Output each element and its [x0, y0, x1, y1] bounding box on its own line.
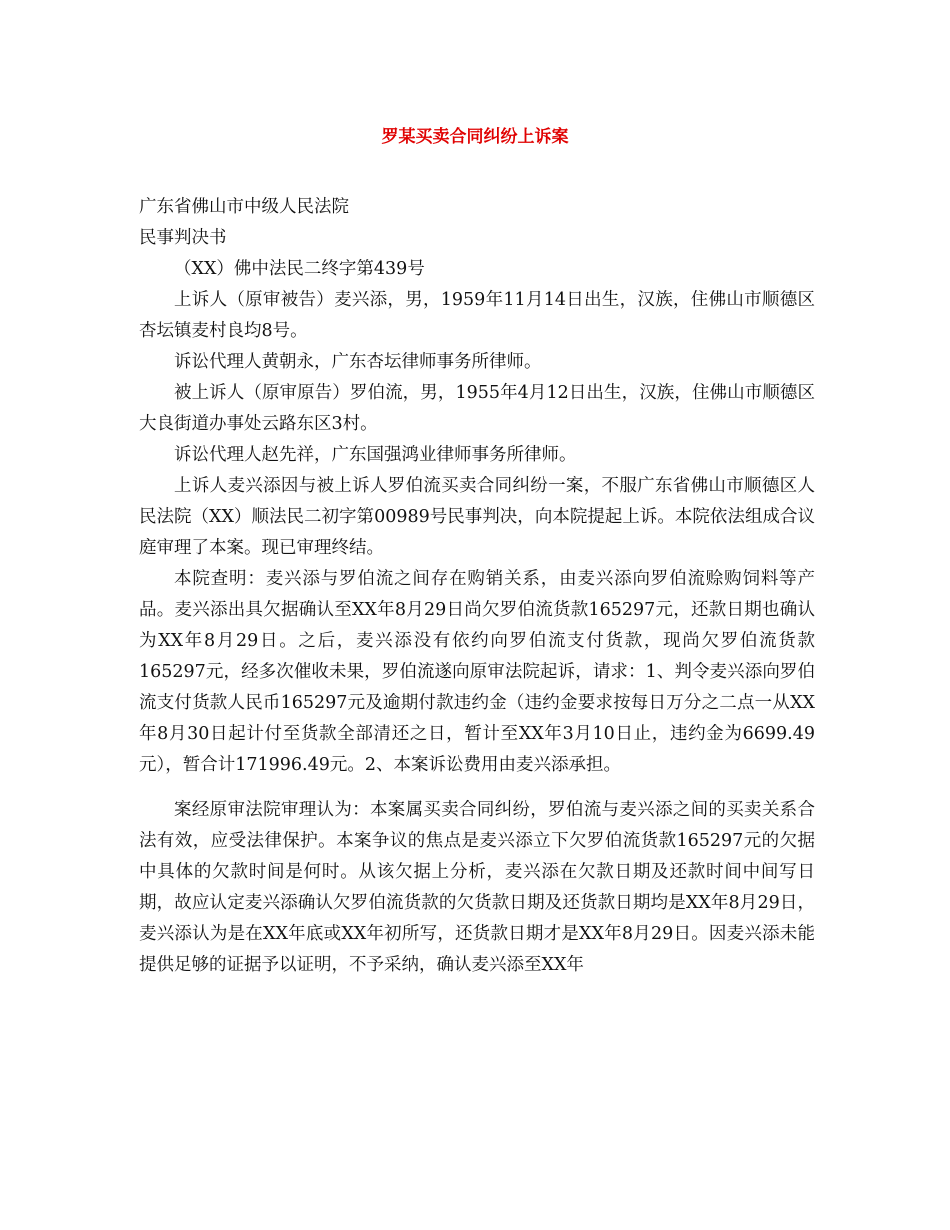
- paragraph-appellant-agent: 诉讼代理人黄朝永，广东杏坛律师事务所律师。: [174, 352, 542, 372]
- document-body: [139, 192, 815, 981]
- paragraph-appellee: 被上诉人（原审原告）罗伯流，男，1955年4月12日出生，汉族，住佛山市顺德区大良街道办事处云路东区3村。: [139, 383, 815, 434]
- case-number: （XX）佛中法民二终字第439号: [174, 259, 425, 279]
- paragraph-appellant: 上诉人（原审被告）麦兴添，男，1959年11月14日出生，汉族，住佛山市顺德区杏坛镇麦村良均8号。: [139, 290, 815, 341]
- paragraph-original-judgment: 案经原审法院审理认为：本案属买卖合同纠纷，罗伯流与麦兴添之间的买卖关系合法有效，应受法律保护。本案争议的焦点是麦兴添立下欠罗伯流货款165297元的欠据中具体的欠款时间是何时。从该欠据上分析，麦兴添在欠款日期及还款时间中间写日期，故应认定麦兴添确认欠罗伯流货款的欠货款日期及还货款日期均是XX年8月29日，麦兴添认为是在XX年底或XX年初所写，还货款日期才是XX年8月29日。因麦兴添未能提供足够的证据予以证明，不予采纳，确认麦兴添至XX年: [139, 800, 815, 975]
- document-title: 罗某买卖合同纠纷上诉案: [381, 127, 569, 147]
- paragraph-findings: 本院查明：麦兴添与罗伯流之间存在购销关系，由麦兴添向罗伯流赊购饲料等产品。麦兴添出具欠据确认至XX年8月29日尚欠罗伯流货款165297元，还款日期也确认为XX年8月29日。之后，麦兴添没有依约向罗伯流支付货款，现尚欠罗伯流货款165297元，经多次催收未果，罗伯流遂向原审法院起诉，请求：1、判令麦兴添向罗伯流支付货款人民币165297元及逾期付款违约金（违约金要求按每日万分之二点一从XX年8月30日起计付至货款全部清还之日，暂计至XX年3月10日止，违约金为6699.49元），暂合计171996.49元。2、本案诉讼费用由麦兴添承担。: [139, 569, 815, 775]
- paragraph-appellee-agent: 诉讼代理人赵先祥，广东国强鸿业律师事务所律师。: [174, 445, 577, 465]
- court-name: 广东省佛山市中级人民法院: [139, 197, 349, 217]
- document-type: 民事判决书: [139, 228, 227, 248]
- paragraph-case-intro: 上诉人麦兴添因与被上诉人罗伯流买卖合同纠纷一案，不服广东省佛山市顺德区人民法院（XX）顺法民二初字第00989号民事判决，向本院提起上诉。本院依法组成合议庭审理了本案。现已审理终结。: [139, 476, 815, 558]
